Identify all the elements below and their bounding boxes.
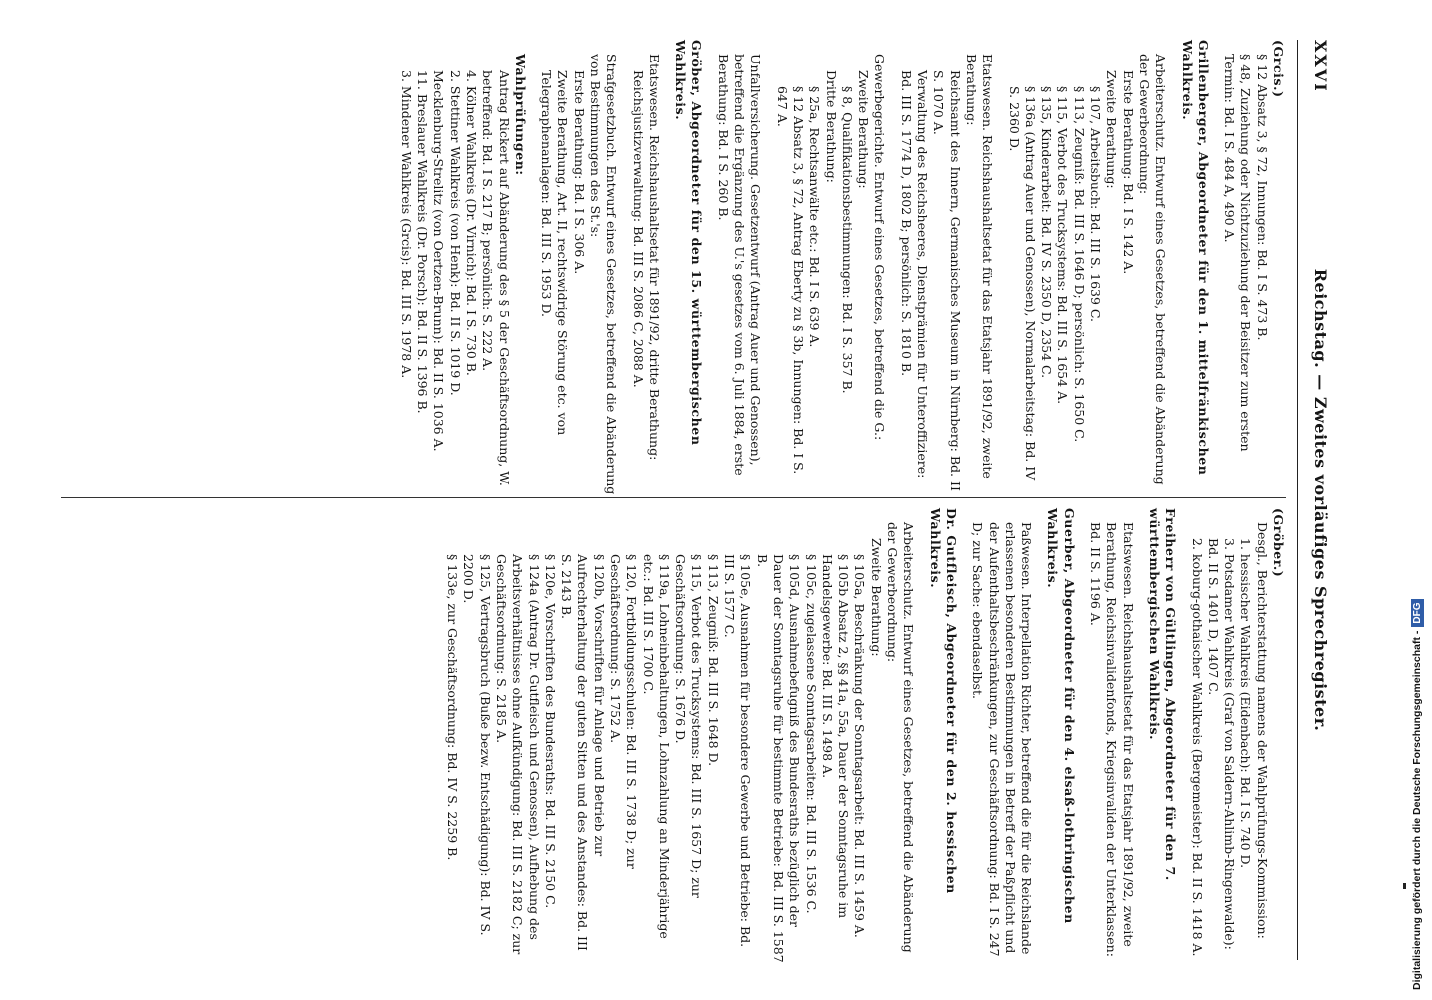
register-entry <box>397 40 527 495</box>
entry-line: § 125, Vertragsbruch (Buße bezw. Entschädigung): Bd. IV S. 2200 D. <box>461 554 493 936</box>
entry-line: Strafgesetzbuch. Entwurf eines Gesetzes, betreffend die Abänderung von Bestimmungen des St.'s: <box>588 54 620 495</box>
entry-line: § 12 Absatz 3, § 72, Antrag Eberty zu § 3b, Innungen: Bd. I S. 647 A. <box>774 86 806 475</box>
entry-line: § 105d, Ausnahmebefugniß des Bundesraths bezüglich der Dauer der Sonntagsruhe für bestimmte Betriebe: Bd. III S. 1587 B. <box>754 554 803 963</box>
entry-line: § 12 Absatz 3, § 72, Innungen: Bd. I S. 473 B. <box>1254 54 1270 341</box>
entry-line: Erste Berathung: Bd. I S. 142 A. <box>1120 70 1136 275</box>
entry-line: § 115, Verbot des Trucksystems: Bd. III S. 1654 A. <box>1055 86 1071 405</box>
entry-line: 3. Potsdamer Wahlkreis (Graf von Saldern-Ahlimb-Ringenwalde): Bd. II S. 1401 D, 1407 C. <box>1205 538 1238 950</box>
entry-line: Etatswesen. Reichshaushaltsetat für das Etatsjahr 1891/92, zweite Berathung, Reichsinvalidenfonds, Kriegsinvaliden der Unterklassen: Bd. II S. 1196 A. <box>1088 522 1136 957</box>
entry-line: 4. Kölner Wahlkreis (Dr. Virnich): Bd. I S. 730 B. <box>463 70 479 376</box>
register-entry <box>1221 40 1286 495</box>
entry-line: Dritte Berathung: <box>823 70 839 183</box>
entry-line: Mecklenburg-Strelitz (von Oertzen-Brunn): Bd. II S. 1036 A. <box>431 70 447 452</box>
entry-heading: Guerber, Abgeordneter für den 4. elsaß-lothringischen Wahlkreis. <box>1045 508 1077 924</box>
entry-heading: Dr. Gutfleisch, Abgeordneter für den 2. hessischen Wahlkreis. <box>927 508 959 894</box>
register-entry <box>672 40 705 495</box>
dfg-logo: DFG <box>1411 600 1424 627</box>
entry-line: § 135, Kinderarbeit: Bd. IV S. 2350 D, 2354 C. <box>1039 86 1055 379</box>
entry-heading: Wahlprüfungen: <box>512 54 528 176</box>
digitization-sidebar <box>1408 0 1432 1000</box>
register-entry <box>1044 508 1077 963</box>
entry-line: § 8, Qualifikationsbestimmungen: Bd. I S. 357 B. <box>839 86 855 394</box>
header-rule <box>1297 40 1298 960</box>
entry-line: Desgl., Berichterstattung namens der Wahlprüfungs-Kommission: <box>1254 522 1270 939</box>
digitization-credit <box>1411 600 1424 991</box>
entry-heading: Freiherr von Gültlingen, Abgeordneter für den 7. württembergischen Wahlkreis. <box>1146 508 1179 881</box>
entry-line: § 107, Arbeitsbuch: Bd. III S. 1639 C. <box>1088 86 1104 323</box>
entry-line: Paßwesen. Interpellation Richter, betreffend die für die Reichslande erlassenen besonderen Bestimmungen in Betreff der Paßpflicht und der Aufenthaltsbeschränkungen, zur Geschäftsordnung: Bd. I S. 247 D; zur Sache: ebendaselbst. <box>970 522 1035 957</box>
entry-line: § 105e, Ausnahmen für besondere Gewerbe und Betriebe: Bd. III S. 1577 C. <box>722 554 754 948</box>
register-entry <box>897 40 995 495</box>
entry-line: Unfallversicherung. Gesetzentwurf (Antrag Auer und Genossen), betreffend die Ergänzung des U.'s gesetzes vom 6. Juli 1884, erste Berathung: Bd. I S. 260 B. <box>715 54 764 476</box>
entry-line: § 136a (Antrag Auer und Genossen), Normalarbeitstag: Bd. IV S. 2360 D. <box>1006 86 1038 481</box>
register-entry <box>773 40 887 495</box>
entry-line: 1. hessischer Wahlkreis (Eidenbach): Bd. I S. 740 D. <box>1238 538 1254 869</box>
register-entry <box>926 508 959 963</box>
register-entry <box>538 40 619 495</box>
page-header <box>1302 40 1332 960</box>
register-entry <box>444 508 917 963</box>
entry-heading: (Gröber.) <box>1271 508 1286 578</box>
entry-heading: Grillenberger, Abgeordneter für den 1. mittelfränkischen Wahlkreis. <box>1179 40 1211 476</box>
entry-line: Antrag Rickert auf Abänderung des § 5 der Geschäftsordnung, W. betreffend: Bd. I S. 217 B; persönlich: S. 222 A. <box>480 70 512 486</box>
entry-line: Etatswesen. Reichshaushaltsetat für 1891/92, dritte Berathung: <box>646 54 662 461</box>
column-divider <box>61 497 1286 498</box>
entry-line: § 133e, zur Geschäftsordnung: Bd. IV S. 2259 B. <box>445 554 461 861</box>
entry-line: § 105b Absatz 2, §§ 41a, 55a, Dauer der Sonntagsruhe im Handelsgewerbe: Bd. III S. 1498 A. <box>819 554 852 919</box>
register-entry <box>1178 40 1211 495</box>
entry-line: § 48, Zuziehung oder Nichtzuziehung der Beisitzer zum ersten Termin: Bd. I S. 484 A, 490 A. <box>1222 54 1254 452</box>
running-title: Reichstag. — Zweites vorläufiges Sprechregister. <box>1311 268 1330 732</box>
entry-line: Arbeiterschutz. Entwurf eines Gesetzes, betreffend die Abänderung der Gewerbeordnung: <box>1136 54 1169 485</box>
entry-line: § 115, Verbot des Trucksystems: Bd. III S. 1657 D; zur Geschäftsordnung: S. 1676 D. <box>673 554 705 898</box>
register-entry <box>715 40 764 495</box>
entry-line: Reichsjustizverwaltung: Bd. III S. 2086 C, 2088 A. <box>630 70 646 388</box>
entry-line: Zweite Berathung: <box>868 538 884 657</box>
register-entry <box>969 508 1034 963</box>
entry-line: § 25a, Rechtsanwälte etc.: Bd. I S. 639 A. <box>807 86 823 348</box>
entry-line: Reichsamt des Innern, Germanisches Museum in Nürnberg: Bd. II S. 1070 A. <box>931 70 963 491</box>
entry-line: Zweite Berathung, Art. II, rechtswidrige Störung etc. von Telegraphenanlagen: Bd. III S. 1953 D. <box>539 70 571 436</box>
page-number: XXVI <box>1311 40 1330 93</box>
entry-heading: (Grcis.) <box>1271 40 1286 98</box>
entry-line: Etatswesen. Reichshaushaltsetat für das Etatsjahr 1891/92, zweite Berathung: <box>963 54 996 479</box>
entry-line: § 120e, Vorschriften des Bundesraths: Bd. III S. 2150 C. <box>542 554 558 909</box>
right-column <box>434 508 1286 963</box>
entry-line: § 120, Fortbildungsschulen: Bd. III S. 1738 D; zur Geschäftsordnung: S. 1752 A. <box>608 554 640 869</box>
entry-heading: Gröber, Abgeordneter für den 15. württembergischen Wahlkreis. <box>673 40 705 446</box>
entry-line: § 113, Zeugniß: Bd. III S. 1646 D; persönlich: S. 1650 C. <box>1071 86 1087 443</box>
entry-line: § 113, Zeugniß: Bd. III S. 1648 D. <box>705 554 721 767</box>
entry-line: § 120b, Vorschriften für Anlage und Betrieb zur Aufrechterhaltung der guten Sitten und des Anstandes: Bd. III S. 2143 B. <box>559 554 607 951</box>
entry-line: 11. Breslauer Wahlkreis (Dr. Porsch): Bd. II S. 1396 B. <box>415 70 431 414</box>
entry-line: 2. koburg-gothaischer Wahlkreis (Bergemeister): Bd. II S. 1418 A. <box>1189 538 1205 957</box>
entry-line: Zweite Berathung: <box>1104 70 1120 189</box>
entry-line: § 105a, Beschränkung der Sonntagsarbeit: Bd. III S. 1459 A. <box>852 554 868 938</box>
register-entry <box>1087 508 1136 963</box>
left-column <box>387 40 1286 495</box>
entry-line: Zweite Berathung: <box>856 70 872 189</box>
entry-line: Gewerbegerichte. Entwurf eines Gesetzes, betreffend die G.: <box>872 54 888 441</box>
entry-line: § 105c, zugelassene Sonntagsarbeiten: Bd. III S. 1536 C. <box>803 554 819 914</box>
register-entry <box>629 40 662 495</box>
register-entry <box>1146 508 1179 963</box>
scan-speck <box>1403 883 1406 889</box>
digitization-note: Digitalisierung gefördert durch die Deutsche Forschungsgemeinschaft - <box>1411 630 1423 990</box>
entry-line: Erste Berathung: Bd. I S. 306 A. <box>571 70 587 275</box>
entry-line: 2. Stettiner Wahlkreis (von Henk): Bd. II S. 1019 D. <box>447 70 463 396</box>
entry-line: Verwaltung des Reichsheeres, Dienstprämien für Unteroffiziere: Bd. III S. 1774 D, 1802 B; persönlich: S. 1810 B. <box>898 70 931 479</box>
entry-line: § 119a, Lohneinbehaltungen, Lohnzahlung an Minderjährige etc.: Bd. III S. 1700 C. <box>640 554 672 939</box>
entry-line: 3. Mindener Wahlkreis (Grcis): Bd. III S. 1978 A. <box>398 70 414 379</box>
entry-line: Arbeiterschutz. Entwurf eines Gesetzes, betreffend die Abänderung der Gewerbeordnung: <box>885 522 917 953</box>
entry-line: § 124a (Antrag Dr. Gutfleisch und Genossen), Aufhebung des Arbeitsverhältnisses ohne Aufkündigung: Bd. III S. 2182 C; zur Geschäftsordnung: S. 2185 A. <box>493 554 542 955</box>
register-entry <box>1188 508 1286 963</box>
register-entry <box>1005 40 1168 495</box>
